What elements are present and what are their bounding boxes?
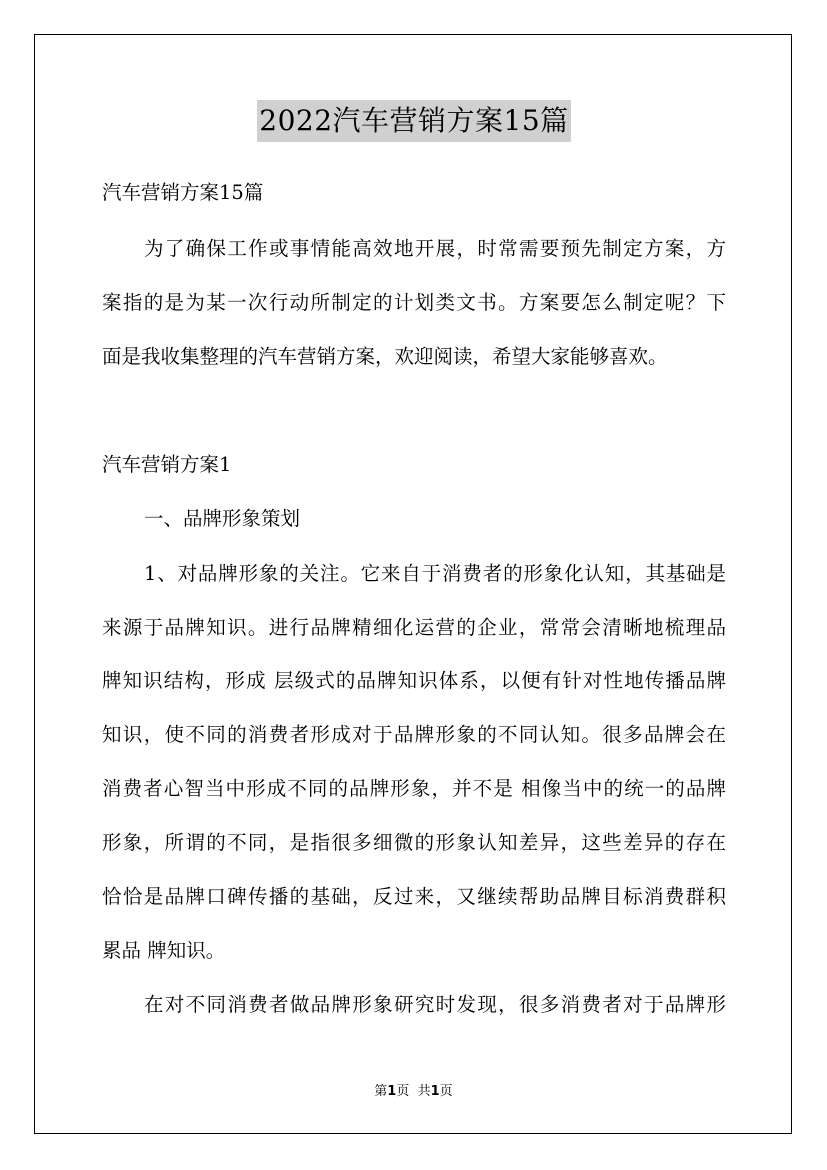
paragraph1-line-5: 消费者心智当中形成不同的品牌形象，并不是 相像当中的统一的品牌 [102,777,726,800]
section-heading: 汽车营销方案1 [102,453,232,476]
paragraph1-line-8: 累品 牌知识。 [102,939,226,962]
paragraph2-line-1: 在对不同消费者做品牌形象研究时发现，很多消费者对于品牌形 [144,993,726,1016]
paragraph1-line-2: 来源于品牌知识。进行品牌精细化运营的企业，常常会清晰地梳理品 [102,616,726,639]
document-title: 2022汽车营销方案15篇 [257,100,570,142]
paragraph1-line-1: 1、对品牌形象的关注。它来自于消费者的形象化认知，其基础是 [144,562,726,585]
document-subtitle: 汽车营销方案15篇 [102,181,264,204]
paragraph1-line-7: 恰恰是品牌口碑传播的基础，反过来，又继续帮助品牌目标消费群积 [102,885,726,908]
intro-line-3: 面是我收集整理的汽车营销方案，欢迎阅读，希望大家能够喜欢。 [102,345,668,368]
intro-line-2: 案指的是为某一次行动所制定的计划类文书。方案要怎么制定呢？下 [102,291,726,314]
paragraph1-line-4: 知识，使不同的消费者形成对于品牌形象的不同认知。很多品牌会在 [102,723,726,746]
footer-page-number: 1 [387,1084,397,1099]
paragraph1-line-3: 牌知识结构，形成 层级式的品牌知识体系，以便有针对性地传播品牌 [102,669,726,692]
footer-prefix: 第 [374,1084,388,1099]
footer-total-prefix: 共 [417,1084,431,1099]
footer-page-suffix: 页 [396,1084,410,1099]
subsection-heading: 一、品牌形象策划 [144,507,301,530]
intro-line-1: 为了确保工作或事情能高效地开展，时常需要预先制定方案，方 [144,237,726,260]
footer-total-suffix: 页 [439,1084,453,1099]
title-block [102,100,726,142]
footer-total-number: 1 [430,1084,440,1099]
page-footer [0,1083,827,1101]
paragraph1-line-6: 形象，所谓的不同，是指很多细微的形象认知差异，这些差异的存在 [102,831,726,854]
